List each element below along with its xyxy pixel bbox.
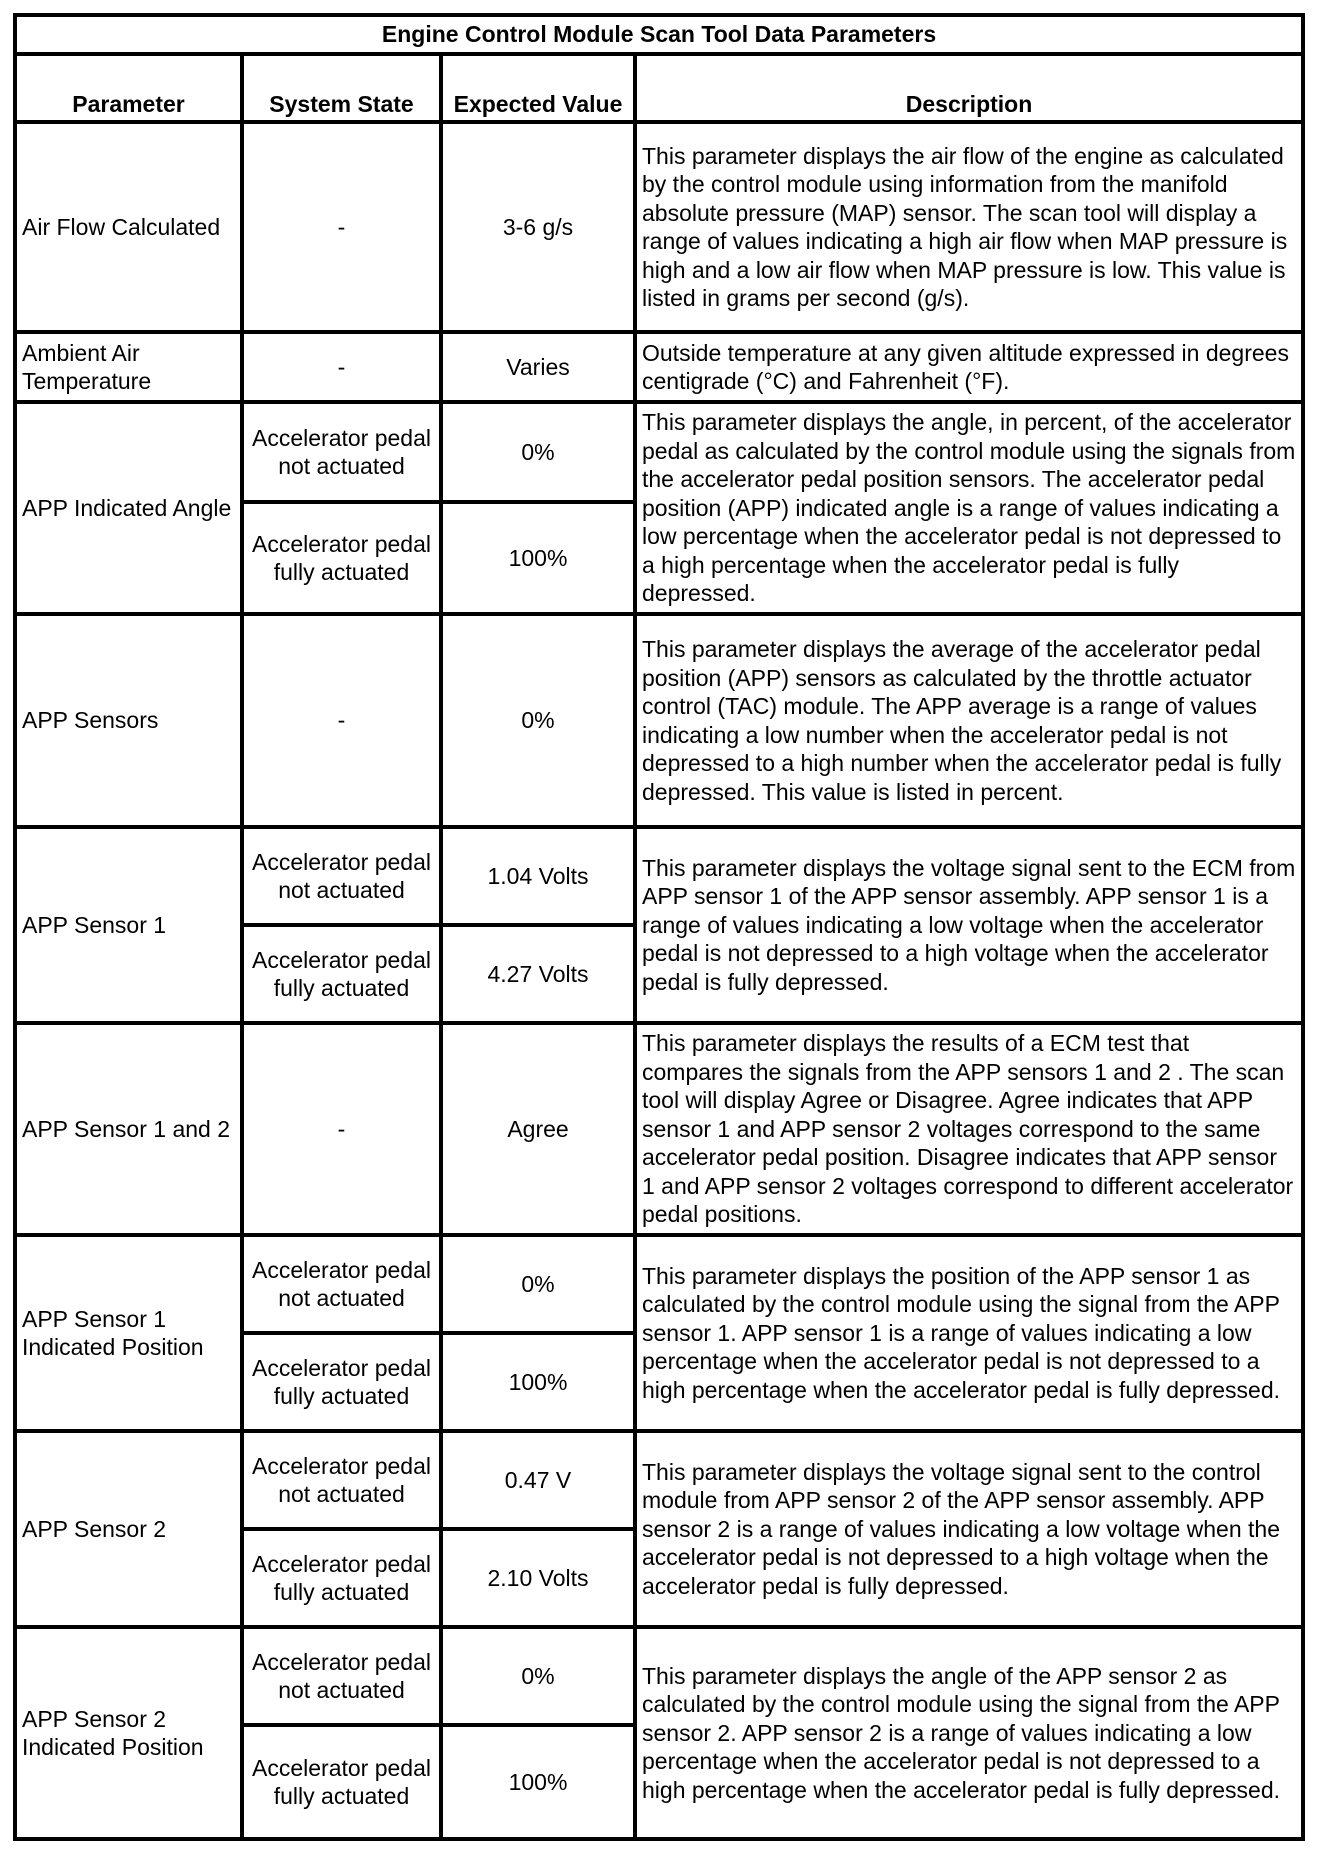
table-row [15, 827, 1303, 925]
description-cell: This parameter displays the results of a ECM test that compares the signals from the APP sensors 1 and 2 . The scan tool will display Agree or Disagree. Agree indicates that APP sensor 1 and APP sensor 2 voltages correspond to the same accelerator pedal position. Disagree indicates that APP sensor 1 and APP sensor 2 voltages correspond to different accelerator pedal positions. [635, 1023, 1303, 1235]
expected-value-cell: 0.47 V [441, 1431, 635, 1529]
parameter-cell: Ambient Air Temperature [15, 332, 242, 402]
table-title: Engine Control Module Scan Tool Data Parameters [15, 15, 1303, 54]
system-state-cell: Accelerator pedal not actuated [242, 1627, 441, 1725]
system-state-cell: - [242, 122, 441, 332]
system-state-cell: Accelerator pedal not actuated [242, 402, 441, 502]
system-state-cell: Accelerator pedal not actuated [242, 1235, 441, 1333]
description-cell: This parameter displays the position of the APP sensor 1 as calculated by the control module using the signal from the APP sensor 1. APP sensor 1 is a range of values indicating a low percentage when the accelerator pedal is not depressed to a high percentage when the accelerator pedal is fully depressed. [635, 1235, 1303, 1431]
parameter-cell: APP Sensor 1 Indicated Position [15, 1235, 242, 1431]
description-cell: This parameter displays the voltage signal sent to the ECM from APP sensor 1 of the APP sensor assembly. APP sensor 1 is a range of values indicating a low voltage when the accelerator pedal is not depressed to a high voltage when the accelerator pedal is fully depressed. [635, 827, 1303, 1023]
header-expected-value: Expected Value [441, 54, 635, 122]
expected-value-cell: 0% [441, 1627, 635, 1725]
expected-value-cell: Varies [441, 332, 635, 402]
parameter-cell: APP Sensor 2 [15, 1431, 242, 1627]
table-title-row [15, 15, 1303, 54]
table-row [15, 332, 1303, 402]
description-cell: This parameter displays the air flow of the engine as calculated by the control module using information from the manifold absolute pressure (MAP) sensor. The scan tool will display a range of values indicating a high air flow when MAP pressure is high and a low air flow when MAP pressure is low. This value is listed in grams per second (g/s). [635, 122, 1303, 332]
system-state-cell: - [242, 332, 441, 402]
scan-tool-data-table [13, 13, 1305, 1841]
table-header-row [15, 54, 1303, 122]
expected-value-cell: 1.04 Volts [441, 827, 635, 925]
expected-value-cell: 0% [441, 614, 635, 827]
table-row [15, 1431, 1303, 1529]
parameter-cell: APP Sensor 2 Indicated Position [15, 1627, 242, 1839]
expected-value-cell: 0% [441, 402, 635, 502]
table-row [15, 614, 1303, 827]
system-state-cell: Accelerator pedal not actuated [242, 1431, 441, 1529]
expected-value-cell: 100% [441, 1333, 635, 1431]
table-row [15, 1235, 1303, 1333]
parameter-cell: APP Indicated Angle [15, 402, 242, 614]
parameter-cell: APP Sensor 1 [15, 827, 242, 1023]
expected-value-cell: Agree [441, 1023, 635, 1235]
system-state-cell: - [242, 1023, 441, 1235]
expected-value-cell: 2.10 Volts [441, 1529, 635, 1627]
system-state-cell: Accelerator pedal fully actuated [242, 502, 441, 614]
expected-value-cell: 100% [441, 502, 635, 614]
description-cell: This parameter displays the voltage signal sent to the control module from APP sensor 2 of the APP sensor assembly. APP sensor 2 is a range of values indicating a low voltage when the accelerator pedal is not depressed to a high voltage when the accelerator pedal is fully depressed. [635, 1431, 1303, 1627]
parameter-cell: APP Sensor 1 and 2 [15, 1023, 242, 1235]
system-state-cell: Accelerator pedal fully actuated [242, 1529, 441, 1627]
system-state-cell: - [242, 614, 441, 827]
system-state-cell: Accelerator pedal not actuated [242, 827, 441, 925]
expected-value-cell: 4.27 Volts [441, 925, 635, 1023]
description-cell: Outside temperature at any given altitude expressed in degrees centigrade (°C) and Fahrenheit (°F). [635, 332, 1303, 402]
header-description: Description [635, 54, 1303, 122]
table-row [15, 1023, 1303, 1235]
description-cell: This parameter displays the angle of the APP sensor 2 as calculated by the control module using the signal from the APP sensor 2. APP sensor 2 is a range of values indicating a low percentage when the accelerator pedal is not depressed to a high percentage when the accelerator pedal is fully depressed. [635, 1627, 1303, 1839]
description-cell: This parameter displays the average of the accelerator pedal position (APP) sensors as calculated by the throttle actuator control (TAC) module. The APP average is a range of values indicating a low number when the accelerator pedal is not depressed to a high number when the accelerator pedal is fully depressed. This value is listed in percent. [635, 614, 1303, 827]
system-state-cell: Accelerator pedal fully actuated [242, 1333, 441, 1431]
header-system-state: System State [242, 54, 441, 122]
parameter-cell: APP Sensors [15, 614, 242, 827]
table-row [15, 402, 1303, 502]
parameter-cell: Air Flow Calculated [15, 122, 242, 332]
system-state-cell: Accelerator pedal fully actuated [242, 925, 441, 1023]
header-parameter: Parameter [15, 54, 242, 122]
table-row [15, 122, 1303, 332]
expected-value-cell: 0% [441, 1235, 635, 1333]
expected-value-cell: 3-6 g/s [441, 122, 635, 332]
expected-value-cell: 100% [441, 1725, 635, 1839]
table-row [15, 1627, 1303, 1725]
system-state-cell: Accelerator pedal fully actuated [242, 1725, 441, 1839]
description-cell: This parameter displays the angle, in percent, of the accelerator pedal as calculated by the control module using the signals from the accelerator pedal position sensors. The accelerator pedal position (APP) indicated angle is a range of values indicating a low percentage when the accelerator pedal is not depressed to a high percentage when the accelerator pedal is fully depressed. [635, 402, 1303, 614]
